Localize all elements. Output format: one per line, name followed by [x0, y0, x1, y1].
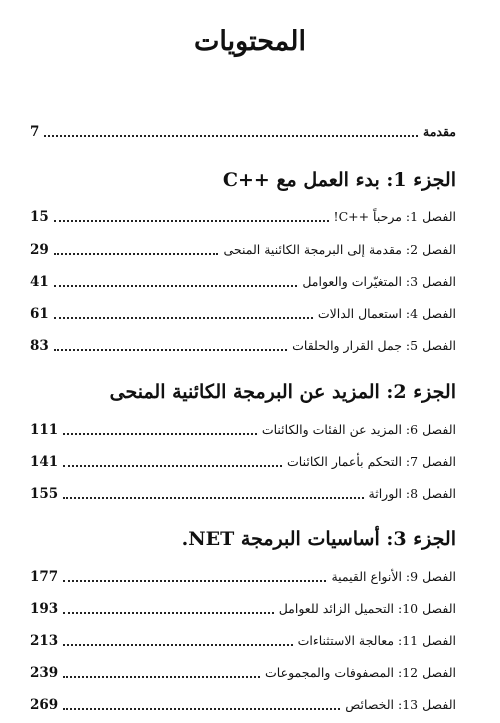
dot-leader	[63, 644, 292, 646]
dot-leader	[63, 580, 326, 582]
entry-label: الفصل 2: مقدمة إلى البرمجة الكائنية المنحى	[223, 242, 456, 257]
toc-entry-chapter-12[interactable]	[30, 659, 456, 681]
part-heading-2: الجزء 2: المزيد عن البرمجة الكائنية المنحى	[109, 381, 456, 403]
toc-entry-chapter-1[interactable]	[30, 203, 456, 225]
entry-label: الفصل 6: المزيد عن الفئات والكائنات	[261, 422, 456, 437]
toc-entry-chapter-2[interactable]	[30, 236, 456, 258]
dot-leader	[54, 253, 219, 255]
dot-leader	[54, 220, 329, 222]
dot-leader	[63, 433, 257, 435]
dot-leader	[63, 465, 282, 467]
page-number: 29	[30, 242, 49, 258]
toc-entry-chapter-13[interactable]	[30, 691, 456, 713]
entry-label: الفصل 3: المتغيّرات والعوامل	[302, 274, 456, 289]
entry-label: الفصل 13: الخصائص	[345, 697, 456, 712]
entry-label: الفصل 7: التحكم بأعمار الكائنات	[287, 454, 456, 469]
entry-label: الفصل 1: مرحباً ++C!	[333, 209, 456, 224]
entry-label: الفصل 11: معالجة الاستثناءات	[297, 633, 456, 648]
toc-entry-chapter-10[interactable]	[30, 595, 456, 617]
part-heading-1: الجزء 1: بدء العمل مع ++C	[222, 169, 456, 191]
entry-label: مقدمة	[423, 124, 456, 139]
page-number: 269	[30, 697, 59, 713]
dot-leader	[63, 612, 274, 614]
toc-entry-chapter-5[interactable]	[30, 332, 456, 354]
toc-entry-chapter-7[interactable]	[30, 448, 456, 470]
page-number: 177	[30, 569, 59, 585]
page-number: 155	[30, 486, 59, 502]
page-number: 41	[30, 274, 49, 290]
entry-label: الفصل 4: استعمال الدالات	[317, 306, 456, 321]
page-number: 61	[30, 306, 49, 322]
dot-leader	[54, 285, 298, 287]
page-number: 111	[30, 422, 59, 438]
part-heading-3: الجزء 3: أساسيات البرمجة NET.	[181, 528, 456, 550]
toc-entry-chapter-9[interactable]	[30, 563, 456, 585]
page-title: المحتويات	[193, 26, 307, 57]
page-number: 83	[30, 338, 49, 354]
toc-entry-introduction[interactable]	[30, 118, 456, 140]
entry-label: الفصل 12: المصفوفات والمجموعات	[265, 665, 456, 680]
entry-label: الفصل 10: التحميل الزائد للعوامل	[278, 601, 456, 616]
page-number: 141	[30, 454, 59, 470]
entry-label: الفصل 8: الوراثة	[368, 486, 456, 501]
toc-entry-chapter-8[interactable]	[30, 480, 456, 502]
entry-label: الفصل 5: جمل القرار والحلقات	[292, 338, 456, 353]
page-number: 7	[30, 124, 40, 140]
page-number: 213	[30, 633, 59, 649]
dot-leader	[63, 497, 363, 499]
toc-entry-chapter-3[interactable]	[30, 268, 456, 290]
dot-leader	[63, 708, 340, 710]
entry-label: الفصل 9: الأنواع القيمية	[331, 569, 456, 584]
toc-entry-chapter-11[interactable]	[30, 627, 456, 649]
page-number: 239	[30, 665, 59, 681]
page-number: 193	[30, 601, 59, 617]
dot-leader	[54, 349, 287, 351]
dot-leader	[63, 676, 260, 678]
page-number: 15	[30, 209, 49, 225]
dot-leader	[54, 317, 313, 319]
toc-entry-chapter-4[interactable]	[30, 300, 456, 322]
toc-entry-chapter-6[interactable]	[30, 416, 456, 438]
dot-leader	[44, 135, 418, 137]
